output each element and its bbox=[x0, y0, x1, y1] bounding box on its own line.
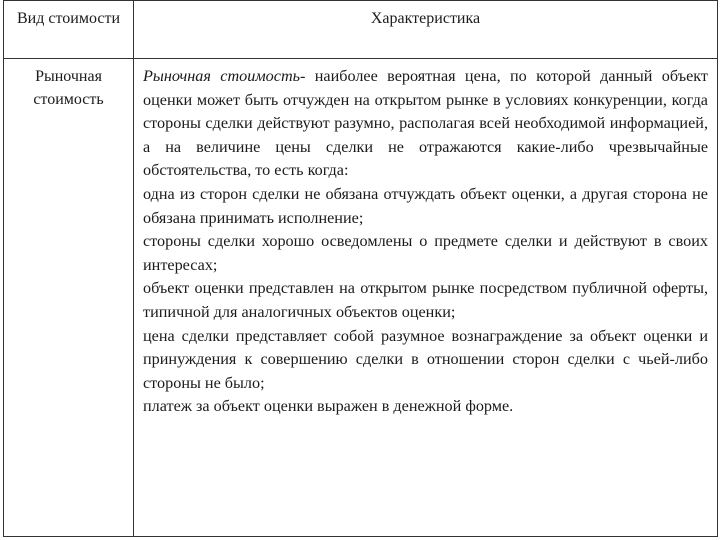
condition-item: цена сделки представляет собой разумное вознаграждение за объект оценки и принуждения к совершению сделки в отношении сторон сделки с чьей-либо стороны не было; bbox=[143, 326, 708, 392]
condition-item: стороны сделки хорошо осведомлены о предмете сделки и действуют в своих интересах; bbox=[143, 232, 708, 274]
condition-item: одна из сторон сделки не обязана отчуждать объект оценки, а другая сторона не обязана принимать исполнение; bbox=[143, 184, 708, 227]
value-type-cell: Рыночная стоимость bbox=[4, 59, 134, 537]
header-value-type: Вид стоимости bbox=[4, 1, 134, 59]
defined-term: Рыночная стоимость bbox=[143, 67, 300, 85]
table-row bbox=[4, 59, 718, 537]
value-types-table bbox=[3, 0, 718, 537]
characteristic-cell bbox=[134, 59, 718, 537]
table-header-row bbox=[4, 1, 718, 59]
header-characteristic: Характеристика bbox=[134, 1, 718, 59]
definition-text: - наиболее вероятная цена, по которой данный объект оценки может быть отчужден на открытом рынке в условиях конкуренции, когда стороны сделки действуют разумно, располагая всей необходимой информацией, а на величине цены сделки не отражаются какие-либо чрезвычайные обстоятельства, то есть когда: bbox=[143, 67, 708, 180]
definition-paragraph bbox=[143, 65, 708, 183]
condition-item: объект оценки представлен на открытом рынке посредством публичной оферты, типичной для аналогичных объектов оценки; bbox=[143, 279, 708, 321]
condition-item: платеж за объект оценки выражен в денежной форме. bbox=[143, 397, 514, 416]
